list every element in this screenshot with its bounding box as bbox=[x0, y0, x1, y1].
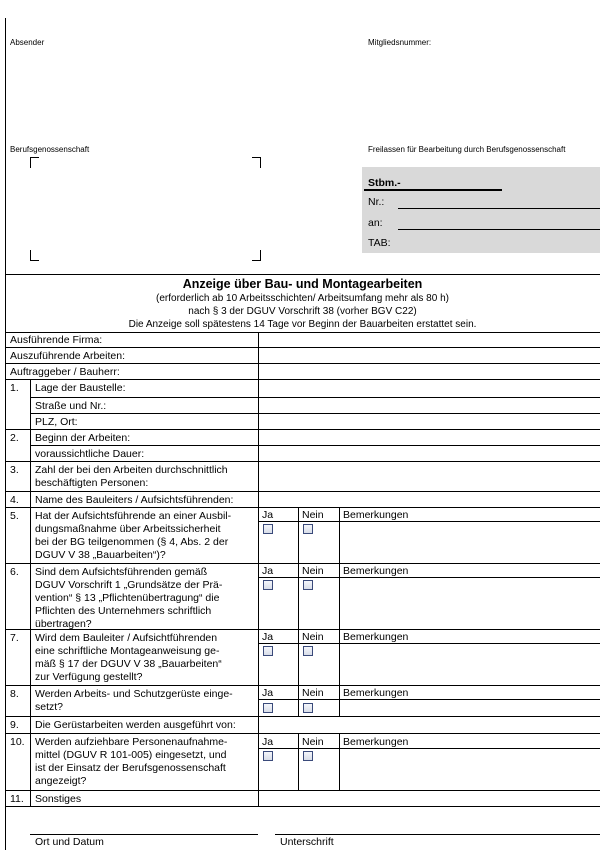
q8-line2: setzt? bbox=[35, 701, 64, 713]
berufsgenossenschaft-label: Berufsgenossenschaft bbox=[10, 145, 90, 154]
left-border bbox=[5, 18, 6, 850]
office-tab-label: TAB: bbox=[368, 237, 391, 249]
table-line bbox=[5, 806, 600, 807]
table-line bbox=[30, 413, 600, 414]
table-line bbox=[339, 507, 340, 563]
bauleiter-input[interactable] bbox=[262, 493, 600, 507]
q5-line2: dungsmaßnahme über Arbeitssicherheit bbox=[35, 523, 221, 535]
q7-line3: mäß § 17 der DGUV V 38 „Bauarbeiten“ bbox=[35, 658, 222, 670]
q7-line2: eine schriftliche Montageanweisung ge- bbox=[35, 645, 220, 657]
strasse-label: Straße und Nr.: bbox=[35, 400, 107, 412]
table-line bbox=[5, 429, 600, 430]
q10-ja-checkbox[interactable] bbox=[263, 751, 273, 761]
firma-input[interactable] bbox=[262, 334, 600, 348]
q5-ja-checkbox[interactable] bbox=[263, 524, 273, 534]
q8-nein-checkbox[interactable] bbox=[303, 703, 313, 713]
table-line bbox=[5, 716, 600, 717]
title-note-2: nach § 3 der DGUV Vorschrift 38 (vorher BGV C22) bbox=[188, 306, 417, 317]
q7-ja-checkbox[interactable] bbox=[263, 646, 273, 656]
q10-line1: Werden aufziehbare Personenaufnahme- bbox=[35, 736, 228, 748]
q10-ja-label: Ja bbox=[262, 736, 274, 748]
unterschrift-line bbox=[275, 834, 600, 835]
personen-input[interactable] bbox=[262, 476, 600, 490]
table-line bbox=[5, 733, 600, 734]
q5-ja-label: Ja bbox=[262, 509, 274, 521]
table-line bbox=[258, 332, 259, 806]
table-line bbox=[298, 685, 299, 716]
geruestarbeiten-input[interactable] bbox=[262, 718, 600, 732]
bauleiter-label: Name des Bauleiters / Aufsichtsführenden: bbox=[35, 494, 234, 506]
q6-nein-checkbox[interactable] bbox=[303, 580, 313, 590]
stbm-label: Stbm.- bbox=[368, 177, 401, 189]
q10-nein-checkbox[interactable] bbox=[303, 751, 313, 761]
q10-line3: ist der Einsatz der Berufsgenossenschaft bbox=[35, 762, 226, 774]
sonstiges-input[interactable] bbox=[262, 792, 600, 806]
row10-number: 10. bbox=[10, 736, 25, 748]
row6-number: 6. bbox=[10, 566, 19, 578]
q7-nein-checkbox[interactable] bbox=[303, 646, 313, 656]
auftraggeber-input[interactable] bbox=[262, 366, 600, 380]
q6-bemerkungen-label: Bemerkungen bbox=[343, 565, 409, 577]
q10-line4: angezeigt? bbox=[35, 775, 87, 787]
personen-label-line2: beschäftigten Personen: bbox=[35, 477, 149, 489]
strasse-input[interactable] bbox=[262, 399, 600, 413]
row3-number: 3. bbox=[10, 464, 19, 476]
q7-bemerkungen-label: Bemerkungen bbox=[343, 631, 409, 643]
table-line bbox=[30, 379, 31, 806]
address-corner-bottom-right bbox=[252, 250, 261, 261]
q6-ja-checkbox[interactable] bbox=[263, 580, 273, 590]
dauer-input[interactable] bbox=[262, 447, 600, 461]
table-line bbox=[298, 629, 299, 685]
table-line bbox=[298, 507, 299, 563]
q5-nein-label: Nein bbox=[302, 509, 324, 521]
q6-ja-label: Ja bbox=[262, 565, 274, 577]
table-line bbox=[339, 685, 340, 716]
office-an-label: an: bbox=[368, 217, 383, 229]
q5-line3: bei der BG teilgenommen (§ 4, Abs. 2 der bbox=[35, 536, 229, 548]
unterschrift-label: Unterschrift bbox=[280, 836, 334, 848]
q6-line1: Sind dem Aufsichtsführenden gemäß bbox=[35, 566, 208, 578]
dauer-label: voraussichtliche Dauer: bbox=[35, 448, 145, 460]
table-line bbox=[339, 733, 340, 790]
arbeiten-label: Auszuführende Arbeiten: bbox=[10, 350, 125, 362]
q6-line2: DGUV Vorschrift 1 „Grundsätze der Prä- bbox=[35, 579, 223, 591]
table-line bbox=[5, 491, 600, 492]
q8-bemerkungen-label: Bemerkungen bbox=[343, 687, 409, 699]
address-corner-top-right bbox=[252, 157, 261, 168]
plz-ort-label: PLZ, Ort: bbox=[35, 416, 78, 428]
mitgliedsnummer-label: Mitgliedsnummer: bbox=[368, 38, 432, 47]
sonstiges-label: Sonstiges bbox=[35, 793, 82, 805]
row5-number: 5. bbox=[10, 510, 19, 522]
table-line bbox=[5, 332, 600, 333]
office-nr-line bbox=[398, 208, 600, 209]
baustelle-input[interactable] bbox=[262, 383, 600, 397]
baustelle-label: Lage der Baustelle: bbox=[35, 382, 126, 394]
form-title: Anzeige über Bau- und Montagearbeiten bbox=[182, 277, 423, 291]
arbeiten-input[interactable] bbox=[262, 350, 600, 364]
q10-nein-label: Nein bbox=[302, 736, 324, 748]
row9-number: 9. bbox=[10, 719, 19, 731]
q5-bemerkungen-label: Bemerkungen bbox=[343, 509, 409, 521]
table-line bbox=[5, 563, 600, 564]
ort-datum-label: Ort und Datum bbox=[35, 836, 104, 848]
header-divider bbox=[5, 274, 600, 275]
table-line bbox=[30, 397, 600, 398]
q6-line3: vention“ § 13 „Pflichtenübertragung“ die bbox=[35, 592, 220, 604]
personen-label-line1: Zahl der bei den Arbeiten durchschnittlich bbox=[35, 464, 228, 476]
table-line bbox=[30, 445, 600, 446]
row1-number: 1. bbox=[10, 382, 19, 394]
beginn-label: Beginn der Arbeiten: bbox=[35, 432, 131, 444]
row4-number: 4. bbox=[10, 494, 19, 506]
q5-nein-checkbox[interactable] bbox=[303, 524, 313, 534]
q7-line4: zur Verfügung gestellt? bbox=[35, 671, 143, 683]
table-line bbox=[5, 629, 600, 630]
q8-ja-checkbox[interactable] bbox=[263, 703, 273, 713]
table-line bbox=[339, 563, 340, 629]
table-line bbox=[298, 733, 299, 790]
freilassen-label: Freilassen für Bearbeitung durch Berufsgenossenschaft bbox=[368, 145, 566, 154]
title-note-3: Die Anzeige soll spätestens 14 Tage vor Beginn der Bauarbeiten erstattet sein. bbox=[128, 319, 477, 330]
auftraggeber-label: Auftraggeber / Bauherr: bbox=[10, 366, 120, 378]
q10-bemerkungen-label: Bemerkungen bbox=[343, 736, 409, 748]
table-line bbox=[5, 790, 600, 791]
q8-line1: Werden Arbeits- und Schutzgerüste einge- bbox=[35, 688, 233, 700]
firma-label: Ausführende Firma: bbox=[10, 334, 103, 346]
q7-nein-label: Nein bbox=[302, 631, 324, 643]
table-line bbox=[5, 507, 600, 508]
geruestarbeiten-label: Die Gerüstarbeiten werden ausgeführt von: bbox=[35, 719, 236, 731]
q6-line5: übertragen? bbox=[35, 618, 92, 630]
absender-label: Absender bbox=[10, 38, 45, 47]
table-line bbox=[339, 629, 340, 685]
q7-line1: Wird dem Bauleiter / Aufsichtführenden bbox=[35, 632, 218, 644]
q5-line4: DGUV V 38 „Bauarbeiten“)? bbox=[35, 549, 166, 561]
q10-line2: mittel (DGUV R 101-005) eingesetzt, und bbox=[35, 749, 227, 761]
row11-number: 11. bbox=[10, 793, 24, 805]
title-note-1: (erforderlich ab 10 Arbeitsschichten/ Arbeitsumfang mehr als 80 h) bbox=[156, 293, 449, 304]
table-line bbox=[5, 685, 600, 686]
table-line bbox=[298, 563, 299, 629]
q8-nein-label: Nein bbox=[302, 687, 324, 699]
ort-datum-line bbox=[30, 834, 258, 835]
table-line bbox=[5, 461, 600, 462]
q6-line4: Pflichten des Unternehmers schriftlich bbox=[35, 605, 212, 617]
address-corner-top-left bbox=[30, 157, 39, 168]
beginn-input[interactable] bbox=[262, 431, 600, 445]
office-an-line bbox=[398, 229, 600, 230]
row8-number: 8. bbox=[10, 688, 19, 700]
q5-line1: Hat der Aufsichtsführende an einer Ausbil- bbox=[35, 510, 232, 522]
plz-ort-input[interactable] bbox=[262, 415, 600, 429]
q6-nein-label: Nein bbox=[302, 565, 324, 577]
q7-ja-label: Ja bbox=[262, 631, 274, 643]
row2-number: 2. bbox=[10, 432, 19, 444]
q8-ja-label: Ja bbox=[262, 687, 274, 699]
stbm-underline bbox=[364, 189, 502, 191]
address-corner-bottom-left bbox=[30, 250, 39, 261]
row7-number: 7. bbox=[10, 632, 19, 644]
office-nr-label: Nr.: bbox=[368, 196, 385, 208]
